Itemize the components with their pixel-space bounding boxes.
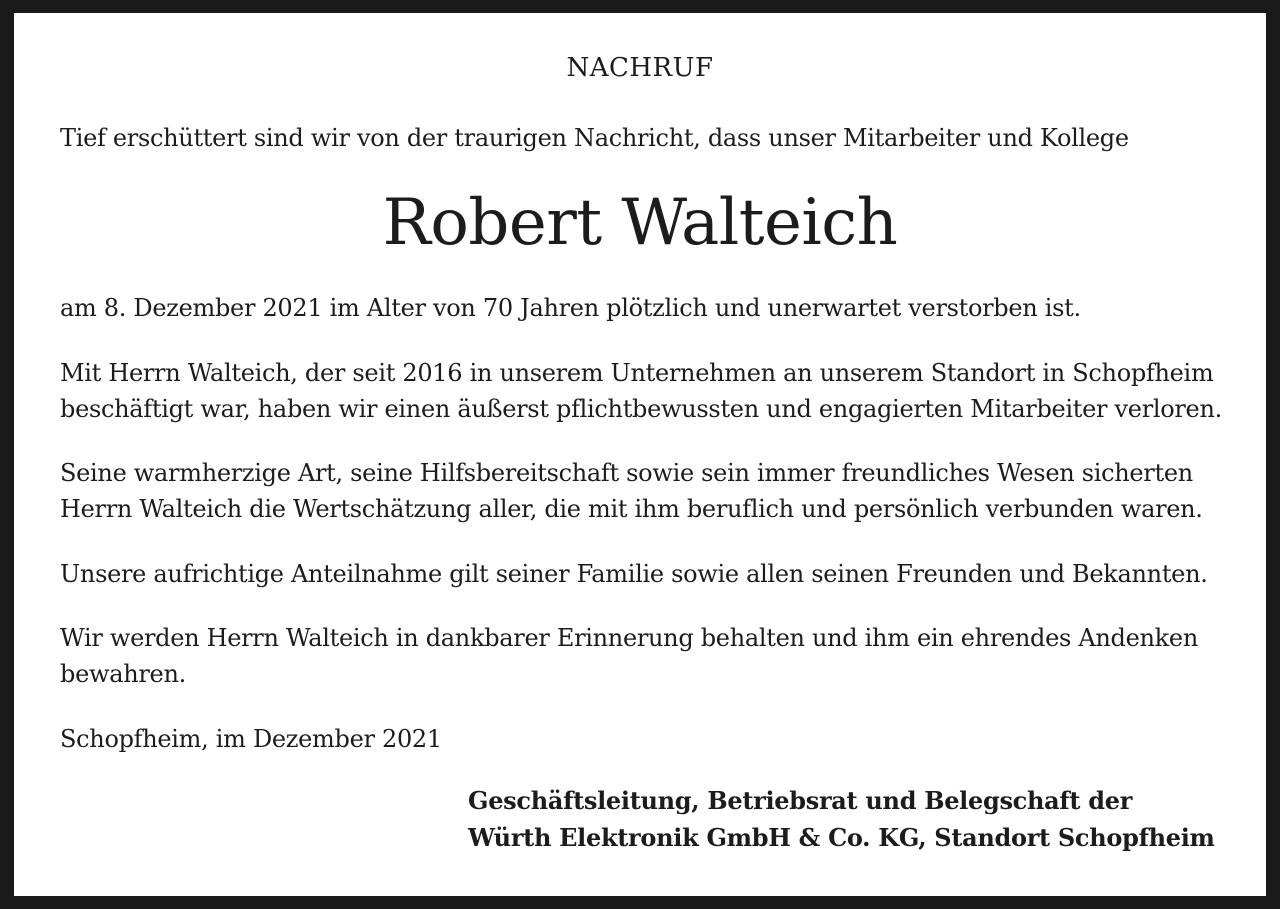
paragraph-3: Unsere aufrichtige Anteilnahme gilt seiner Familie sowie allen seinen Freunden und Bekannten. — [60, 560, 1208, 588]
place-date: Schopfheim, im Dezember 2021 — [60, 725, 442, 753]
paragraph-1-line-1: Mit Herrn Walteich, der seit 2016 in unserem Unternehmen an unserem Standort in Schopfheim — [60, 359, 1214, 387]
signature-line-2: Würth Elektronik GmbH & Co. KG, Standort Schopfheim — [468, 823, 1215, 852]
intro-text: Tief erschüttert sind wir von der traurigen Nachricht, dass unser Mitarbeiter und Kollege — [60, 124, 1129, 152]
obituary-notice — [14, 13, 1266, 896]
paragraph-4-line-1: Wir werden Herrn Walteich in dankbarer Erinnerung behalten und ihm ein ehrendes Andenken — [60, 624, 1198, 652]
deceased-name: Robert Walteich — [382, 186, 898, 260]
signature-line-1: Geschäftsleitung, Betriebsrat und Belegschaft der — [468, 786, 1133, 815]
paragraph-1-line-2: beschäftigt war, haben wir einen äußerst pflichtbewussten und engagierten Mitarbeiter verloren. — [60, 395, 1222, 423]
paragraph-4-line-2: bewahren. — [60, 660, 186, 688]
paragraph-2-line-1: Seine warmherzige Art, seine Hilfsbereitschaft sowie sein immer freundliches Wesen sicherten — [60, 459, 1193, 487]
death-notice-text: am 8. Dezember 2021 im Alter von 70 Jahren plötzlich und unerwartet verstorben ist. — [60, 294, 1081, 322]
paragraph-2-line-2: Herrn Walteich die Wertschätzung aller, die mit ihm beruflich und persönlich verbunden waren. — [60, 495, 1203, 523]
notice-heading: NACHRUF — [566, 53, 714, 83]
